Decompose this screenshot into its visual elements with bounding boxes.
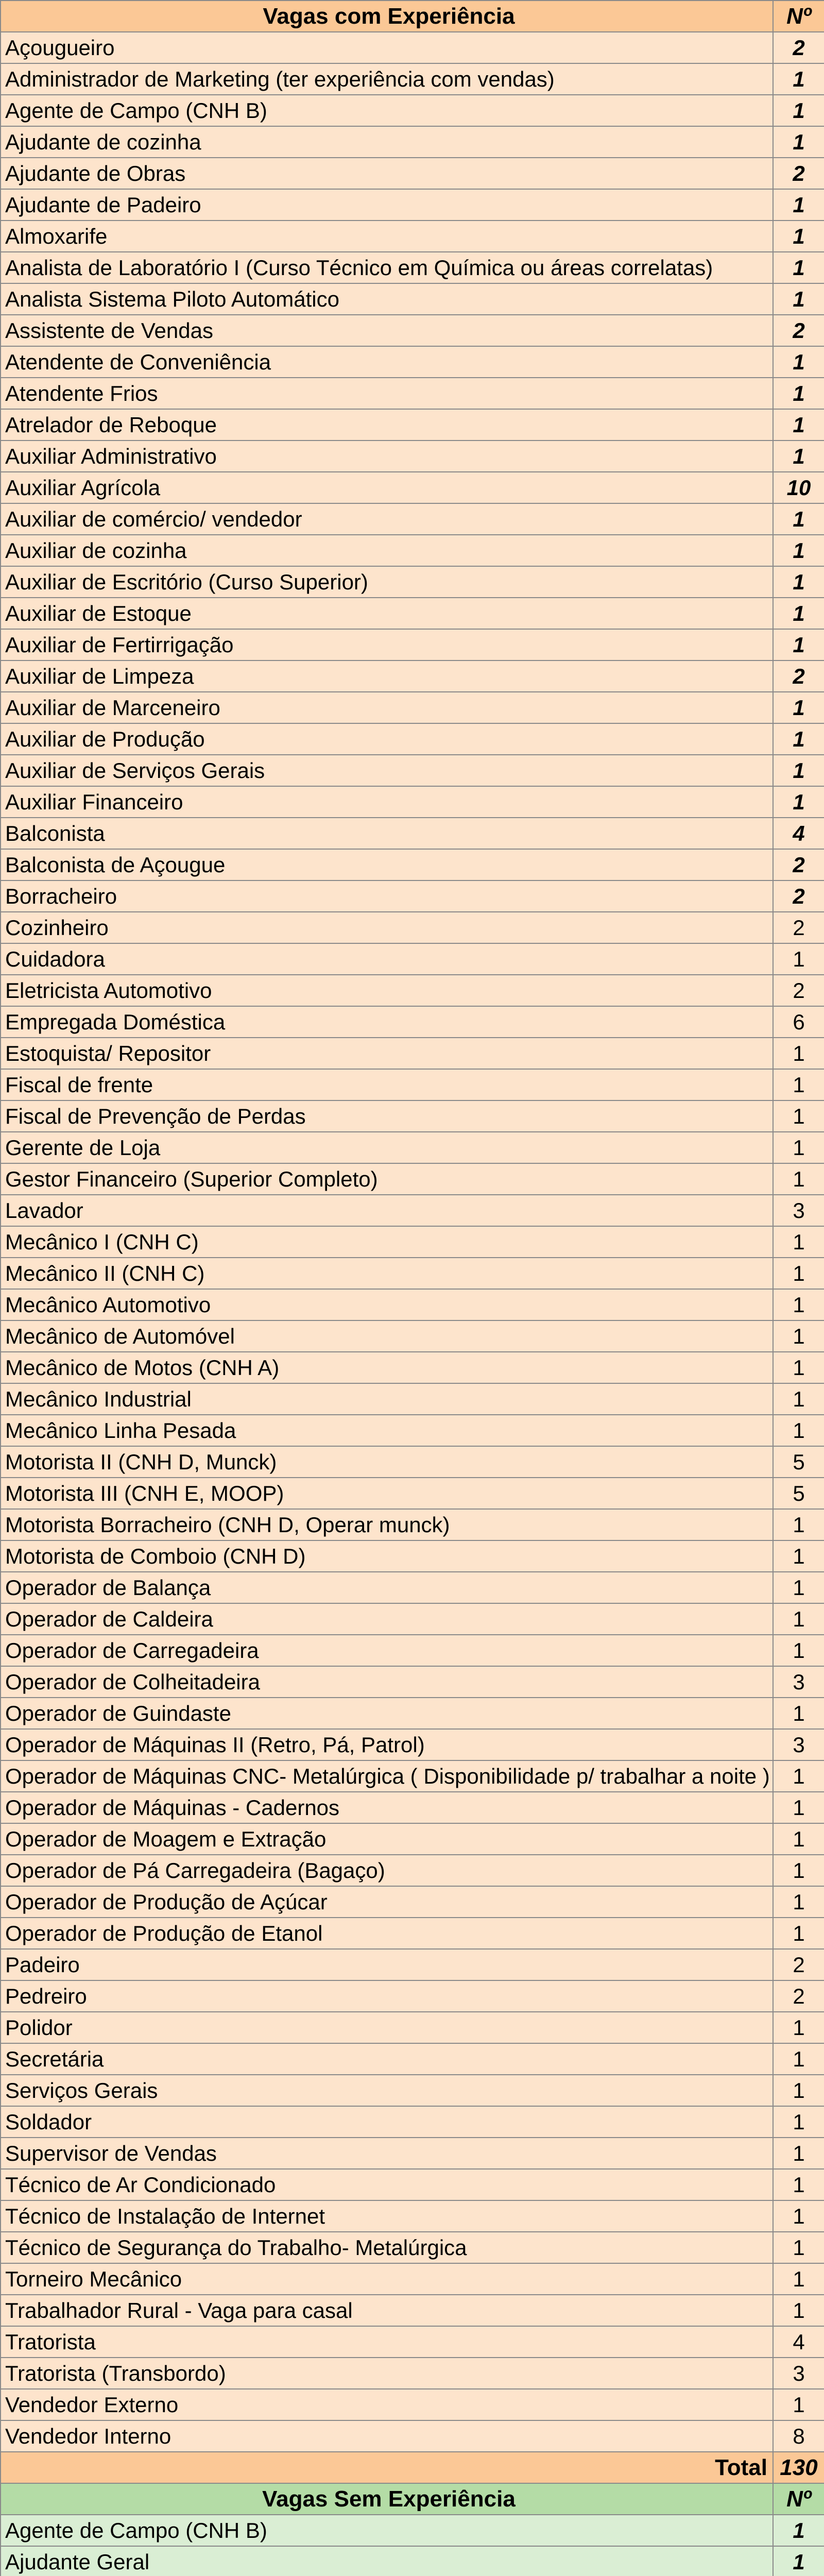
vacancy-role: Mecânico II (CNH C)	[1, 1258, 773, 1289]
vacancy-count: 1	[773, 1038, 824, 1069]
vacancy-row[interactable]	[1, 1069, 824, 1100]
vacancy-row[interactable]	[1, 692, 824, 723]
vacancy-role: Cuidadora	[1, 943, 773, 975]
vacancy-count: 1	[773, 786, 824, 818]
vacancy-role: Operador de Moagem e Extração	[1, 1823, 773, 1855]
vacancy-row[interactable]	[1, 912, 824, 943]
vacancy-count: 1	[773, 2138, 824, 2169]
vacancy-count: 1	[773, 189, 824, 221]
vacancy-role: Vendedor Externo	[1, 2389, 773, 2420]
vacancy-role: Tratorista (Transbordo)	[1, 2358, 773, 2389]
vacancy-row[interactable]	[1, 252, 824, 283]
section-sem	[1, 2483, 824, 2576]
vacancy-role: Operador de Produção de Açúcar	[1, 1886, 773, 1918]
vacancy-row[interactable]	[1, 2420, 824, 2452]
vacancy-role: Técnico de Ar Condicionado	[1, 2169, 773, 2200]
vacancy-role: Serviços Gerais	[1, 2075, 773, 2106]
vacancy-role: Operador de Guindaste	[1, 1698, 773, 1729]
vacancy-count: 2	[773, 158, 824, 189]
vacancy-role: Auxiliar de Escritório (Curso Superior)	[1, 566, 773, 598]
vacancy-count: 1	[773, 221, 824, 252]
vacancy-row[interactable]	[1, 221, 824, 252]
vacancy-role: Pedreiro	[1, 1980, 773, 2012]
vacancy-row[interactable]	[1, 975, 824, 1006]
vacancy-role: Técnico de Instalação de Internet	[1, 2200, 773, 2232]
vacancy-count: 1	[773, 378, 824, 409]
vacancy-row[interactable]	[1, 2515, 824, 2546]
vacancy-count: 1	[773, 1855, 824, 1886]
vacancy-role: Secretária	[1, 2043, 773, 2075]
section-header	[1, 2483, 824, 2515]
vacancy-role: Almoxarife	[1, 221, 773, 252]
vacancy-role: Açougueiro	[1, 32, 773, 63]
vacancy-role: Vendedor Interno	[1, 2420, 773, 2452]
vacancy-row[interactable]	[1, 1572, 824, 1603]
vacancy-row[interactable]	[1, 786, 824, 818]
vacancy-count: 1	[773, 1415, 824, 1446]
vacancy-count: 1	[773, 1540, 824, 1572]
vacancy-role: Mecânico de Automóvel	[1, 1320, 773, 1352]
vacancy-role: Auxiliar de Limpeza	[1, 660, 773, 692]
vacancy-count: 2	[773, 32, 824, 63]
vacancy-row[interactable]	[1, 346, 824, 378]
vacancy-row[interactable]	[1, 2358, 824, 2389]
vacancy-row[interactable]	[1, 1163, 824, 1195]
vacancy-count: 1	[773, 943, 824, 975]
vacancy-role: Balconista de Açougue	[1, 849, 773, 880]
section-total-row	[1, 2452, 824, 2483]
vacancy-count: 4	[773, 2326, 824, 2358]
vacancy-role: Auxiliar de cozinha	[1, 535, 773, 566]
vacancy-count: 1	[773, 2200, 824, 2232]
vacancy-role: Ajudante de Padeiro	[1, 189, 773, 221]
vacancy-count: 1	[773, 629, 824, 660]
vacancy-count: 1	[773, 252, 824, 283]
vacancy-count: 1	[773, 566, 824, 598]
vacancy-count: 1	[773, 598, 824, 629]
vacancy-row[interactable]	[1, 1823, 824, 1855]
vacancy-row[interactable]	[1, 566, 824, 598]
vacancy-row[interactable]	[1, 472, 824, 503]
vacancy-count: 4	[773, 818, 824, 849]
vacancy-role: Atrelador de Reboque	[1, 409, 773, 440]
vacancy-role: Operador de Caldeira	[1, 1603, 773, 1635]
vacancy-role: Mecânico Industrial	[1, 1383, 773, 1415]
vacancy-row[interactable]	[1, 1195, 824, 1226]
vacancy-count: 1	[773, 1603, 824, 1635]
vacancy-row[interactable]	[1, 1603, 824, 1635]
section-header	[1, 1, 824, 32]
vacancy-role: Soldador	[1, 2106, 773, 2138]
vacancy-role: Operador de Máquinas - Cadernos	[1, 1792, 773, 1823]
vacancy-row[interactable]	[1, 880, 824, 912]
vacancy-row[interactable]	[1, 1352, 824, 1383]
vacancy-count: 1	[773, 2263, 824, 2295]
vacancy-role: Fiscal de Prevenção de Perdas	[1, 1100, 773, 1132]
vacancy-count: 1	[773, 2106, 824, 2138]
vacancy-row[interactable]	[1, 849, 824, 880]
vacancy-count: 1	[773, 503, 824, 535]
vacancy-role: Operador de Máquinas II (Retro, Pá, Patrol)	[1, 1729, 773, 1760]
vacancy-count: 1	[773, 2546, 824, 2576]
vacancy-count: 8	[773, 2420, 824, 2452]
vacancy-count: 2	[773, 315, 824, 346]
vacancy-row[interactable]	[1, 2169, 824, 2200]
vacancy-count: 1	[773, 1886, 824, 1918]
count-column-header: Nº	[773, 1, 824, 32]
vacancy-role: Auxiliar de Estoque	[1, 598, 773, 629]
vacancy-role: Ajudante de Obras	[1, 158, 773, 189]
vacancy-count: 1	[773, 1258, 824, 1289]
vacancy-role: Estoquista/ Repositor	[1, 1038, 773, 1069]
vacancy-role: Operador de Máquinas CNC- Metalúrgica ( Disponibilidade p/ trabalhar a noite )	[1, 1760, 773, 1792]
vacancy-count: 1	[773, 1289, 824, 1320]
vacancy-count: 2	[773, 1949, 824, 1980]
vacancy-role: Empregada Doméstica	[1, 1006, 773, 1038]
vacancy-role: Agente de Campo (CNH B)	[1, 95, 773, 126]
vacancy-count: 1	[773, 1698, 824, 1729]
vacancy-row[interactable]	[1, 943, 824, 975]
vacancy-count: 1	[773, 2043, 824, 2075]
vacancy-count: 1	[773, 1635, 824, 1666]
vacancy-row[interactable]	[1, 1383, 824, 1415]
section-exp	[1, 1, 824, 2483]
vacancy-count: 1	[773, 1226, 824, 1258]
vacancy-count: 2	[773, 1980, 824, 2012]
vacancy-role: Operador de Produção de Etanol	[1, 1918, 773, 1949]
vacancy-row[interactable]	[1, 1540, 824, 1572]
vacancy-count: 1	[773, 1823, 824, 1855]
section-title: Vagas com Experiência	[1, 1, 773, 32]
vacancy-row[interactable]	[1, 1478, 824, 1509]
vacancy-role: Operador de Balança	[1, 1572, 773, 1603]
vacancy-role: Administrador de Marketing (ter experiência com vendas)	[1, 63, 773, 95]
vacancy-role: Mecânico Linha Pesada	[1, 1415, 773, 1446]
vacancy-count: 1	[773, 2295, 824, 2326]
vacancy-row[interactable]	[1, 2200, 824, 2232]
vacancy-row[interactable]	[1, 1320, 824, 1352]
vacancy-row[interactable]	[1, 1760, 824, 1792]
vacancy-row[interactable]	[1, 95, 824, 126]
vacancy-row[interactable]	[1, 1038, 824, 1069]
vacancy-count: 1	[773, 2389, 824, 2420]
vacancy-row[interactable]	[1, 2263, 824, 2295]
vacancy-count: 1	[773, 440, 824, 472]
vacancy-count: 1	[773, 346, 824, 378]
vacancy-role: Auxiliar de Serviços Gerais	[1, 755, 773, 786]
vacancy-role: Motorista de Comboio (CNH D)	[1, 1540, 773, 1572]
vacancy-count: 2	[773, 912, 824, 943]
vacancy-count: 1	[773, 1163, 824, 1195]
vacancy-row[interactable]	[1, 755, 824, 786]
vacancy-role: Auxiliar de Produção	[1, 723, 773, 755]
vacancy-row[interactable]	[1, 189, 824, 221]
vacancy-row[interactable]	[1, 1666, 824, 1698]
vacancy-role: Lavador	[1, 1195, 773, 1226]
count-column-header: Nº	[773, 2483, 824, 2515]
vacancy-row[interactable]	[1, 63, 824, 95]
vacancy-role: Polidor	[1, 2012, 773, 2043]
vacancy-count: 1	[773, 1320, 824, 1352]
vacancy-count: 1	[773, 1100, 824, 1132]
vacancy-count: 10	[773, 472, 824, 503]
vacancy-role: Cozinheiro	[1, 912, 773, 943]
vacancy-count: 5	[773, 1446, 824, 1478]
vacancy-row[interactable]	[1, 2043, 824, 2075]
vacancy-count: 1	[773, 409, 824, 440]
vacancy-row[interactable]	[1, 1635, 824, 1666]
vacancy-count: 1	[773, 723, 824, 755]
vacancy-row[interactable]	[1, 2138, 824, 2169]
vacancy-count: 3	[773, 2358, 824, 2389]
vacancy-role: Analista Sistema Piloto Automático	[1, 283, 773, 315]
vacancy-row[interactable]	[1, 2106, 824, 2138]
vacancy-role: Operador de Colheitadeira	[1, 1666, 773, 1698]
vacancy-role: Mecânico Automotivo	[1, 1289, 773, 1320]
vacancy-role: Atendente de Conveniência	[1, 346, 773, 378]
vacancy-count: 1	[773, 1383, 824, 1415]
vacancy-row[interactable]	[1, 1509, 824, 1540]
vacancy-row[interactable]	[1, 378, 824, 409]
vacancy-role: Ajudante Geral	[1, 2546, 773, 2576]
vacancy-row[interactable]	[1, 1226, 824, 1258]
vacancy-count: 1	[773, 95, 824, 126]
vacancy-row[interactable]	[1, 818, 824, 849]
vacancy-role: Operador de Carregadeira	[1, 1635, 773, 1666]
vacancy-row[interactable]	[1, 1729, 824, 1760]
total-value: 130	[773, 2452, 824, 2483]
vacancy-count: 2	[773, 660, 824, 692]
vacancy-count: 1	[773, 1509, 824, 1540]
vacancy-role: Borracheiro	[1, 880, 773, 912]
vacancy-row[interactable]	[1, 723, 824, 755]
vacancy-row[interactable]	[1, 1006, 824, 1038]
vacancy-count: 1	[773, 2169, 824, 2200]
vacancy-row[interactable]	[1, 2546, 824, 2576]
vacancy-row[interactable]	[1, 32, 824, 63]
vacancy-count: 3	[773, 1195, 824, 1226]
vacancy-role: Eletricista Automotivo	[1, 975, 773, 1006]
vacancy-row[interactable]	[1, 1132, 824, 1163]
vacancy-count: 1	[773, 1132, 824, 1163]
vacancy-role: Fiscal de frente	[1, 1069, 773, 1100]
vacancy-role: Ajudante de cozinha	[1, 126, 773, 158]
vacancy-row[interactable]	[1, 1949, 824, 1980]
total-label: Total	[1, 2452, 773, 2483]
vacancy-count: 1	[773, 692, 824, 723]
vacancy-row[interactable]	[1, 409, 824, 440]
vacancy-role: Auxiliar Administrativo	[1, 440, 773, 472]
vacancy-count: 1	[773, 63, 824, 95]
vacancy-row[interactable]	[1, 1289, 824, 1320]
vacancy-row[interactable]	[1, 126, 824, 158]
vacancy-count: 1	[773, 755, 824, 786]
vacancy-row[interactable]	[1, 1886, 824, 1918]
vacancy-role: Auxiliar Agrícola	[1, 472, 773, 503]
vacancy-role: Supervisor de Vendas	[1, 2138, 773, 2169]
vacancy-role: Auxiliar de Fertirrigação	[1, 629, 773, 660]
vacancy-role: Trabalhador Rural - Vaga para casal	[1, 2295, 773, 2326]
vacancy-count: 1	[773, 126, 824, 158]
vacancy-count: 1	[773, 283, 824, 315]
vacancy-role: Auxiliar de Marceneiro	[1, 692, 773, 723]
vacancy-row[interactable]	[1, 158, 824, 189]
vacancy-role: Agente de Campo (CNH B)	[1, 2515, 773, 2546]
vacancy-role: Tratorista	[1, 2326, 773, 2358]
vacancy-role: Motorista III (CNH E, MOOP)	[1, 1478, 773, 1509]
vacancy-count: 1	[773, 1352, 824, 1383]
vacancy-row[interactable]	[1, 598, 824, 629]
vacancy-role: Balconista	[1, 818, 773, 849]
vacancy-count: 1	[773, 1069, 824, 1100]
vacancy-row[interactable]	[1, 2232, 824, 2263]
vacancy-count: 1	[773, 2232, 824, 2263]
vacancy-role: Gerente de Loja	[1, 1132, 773, 1163]
vacancy-count: 3	[773, 1729, 824, 1760]
vacancy-role: Operador de Pá Carregadeira (Bagaço)	[1, 1855, 773, 1886]
vacancy-count: 2	[773, 849, 824, 880]
vacancy-count: 5	[773, 1478, 824, 1509]
vacancy-count: 1	[773, 535, 824, 566]
vacancy-role: Auxiliar de comércio/ vendedor	[1, 503, 773, 535]
vacancy-role: Técnico de Segurança do Trabalho- Metalúrgica	[1, 2232, 773, 2263]
vacancy-row[interactable]	[1, 2389, 824, 2420]
vacancy-role: Atendente Frios	[1, 378, 773, 409]
vacancy-row[interactable]	[1, 1446, 824, 1478]
vacancy-row[interactable]	[1, 1918, 824, 1949]
vacancy-count: 1	[773, 2012, 824, 2043]
vacancy-count: 1	[773, 1918, 824, 1949]
vacancy-row[interactable]	[1, 1792, 824, 1823]
vacancy-count: 2	[773, 975, 824, 1006]
vacancy-row[interactable]	[1, 1415, 824, 1446]
vacancy-row[interactable]	[1, 1980, 824, 2012]
vacancy-role: Auxiliar Financeiro	[1, 786, 773, 818]
vacancy-count: 1	[773, 2075, 824, 2106]
vacancy-count: 6	[773, 1006, 824, 1038]
vacancy-role: Mecânico I (CNH C)	[1, 1226, 773, 1258]
vacancy-count: 3	[773, 1666, 824, 1698]
vacancy-role: Gestor Financeiro (Superior Completo)	[1, 1163, 773, 1195]
vacancy-row[interactable]	[1, 315, 824, 346]
vacancy-count: 1	[773, 2515, 824, 2546]
vacancy-count: 1	[773, 1760, 824, 1792]
vacancy-role: Assistente de Vendas	[1, 315, 773, 346]
vacancy-row[interactable]	[1, 2012, 824, 2043]
vacancy-role: Padeiro	[1, 1949, 773, 1980]
vacancy-role: Analista de Laboratório I (Curso Técnico em Química ou áreas correlatas)	[1, 252, 773, 283]
vacancy-row[interactable]	[1, 660, 824, 692]
vacancy-row[interactable]	[1, 1698, 824, 1729]
vacancy-role: Mecânico de Motos (CNH A)	[1, 1352, 773, 1383]
vacancy-row[interactable]	[1, 2075, 824, 2106]
vacancy-row[interactable]	[1, 2326, 824, 2358]
vacancy-row[interactable]	[1, 629, 824, 660]
vacancy-count: 2	[773, 880, 824, 912]
vacancy-row[interactable]	[1, 503, 824, 535]
vacancy-row[interactable]	[1, 1100, 824, 1132]
vacancy-count: 1	[773, 1792, 824, 1823]
vacancy-role: Motorista Borracheiro (CNH D, Operar munck)	[1, 1509, 773, 1540]
vacancy-role: Motorista II (CNH D, Munck)	[1, 1446, 773, 1478]
vacancy-row[interactable]	[1, 2295, 824, 2326]
vacancy-row[interactable]	[1, 1258, 824, 1289]
vacancy-count: 1	[773, 1572, 824, 1603]
vacancy-row[interactable]	[1, 283, 824, 315]
vacancy-role: Torneiro Mecânico	[1, 2263, 773, 2295]
vacancy-row[interactable]	[1, 535, 824, 566]
vacancy-row[interactable]	[1, 1855, 824, 1886]
vacancy-row[interactable]	[1, 440, 824, 472]
section-title: Vagas Sem Experiência	[1, 2483, 773, 2515]
